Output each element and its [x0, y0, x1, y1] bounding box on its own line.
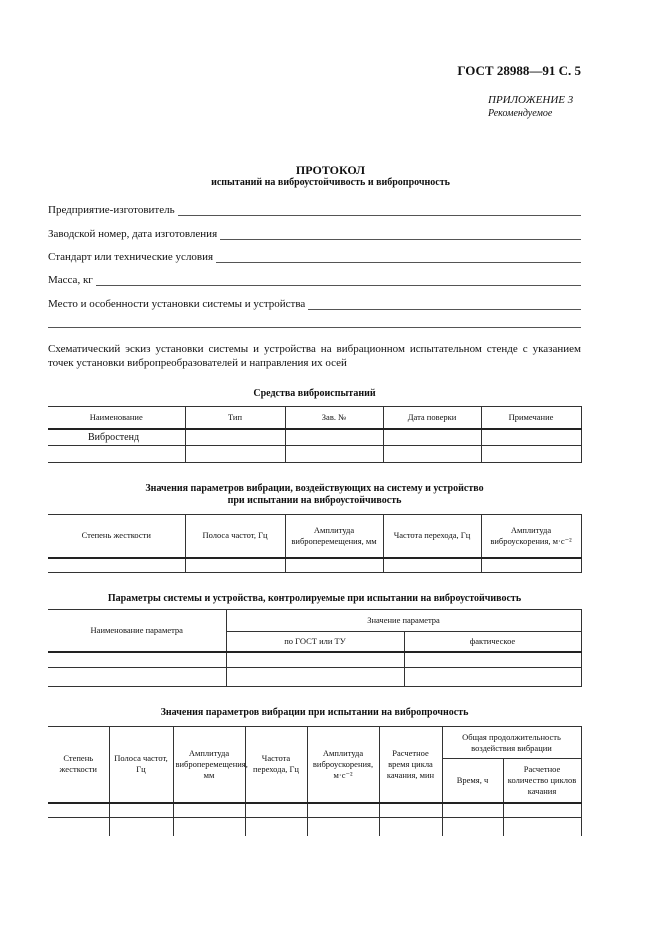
- column-header: Полоса частот, Гц: [185, 515, 285, 558]
- strength-vibration-table: [48, 726, 582, 836]
- protocol-subtitle: испытаний на виброустойчивость и вибропрочность: [211, 177, 450, 188]
- appendix-label: ПРИЛОЖЕНИЕ 3: [488, 94, 574, 106]
- table-cell: [383, 558, 481, 573]
- table-cell: [185, 446, 285, 463]
- table-row: [48, 558, 581, 573]
- sketch-note: Схематический эскиз установки системы и устройства на вибрационном испытательном стенде с указанием точек установки вибропреобразователей и направления их осей: [48, 343, 581, 369]
- column-header: Наименование параметра: [48, 610, 226, 652]
- table-cell: [379, 803, 442, 818]
- column-header: Тип: [185, 407, 285, 429]
- table-cell: [185, 558, 285, 573]
- table-row: [48, 803, 581, 818]
- column-header: Общая продолжительность воздействия вибрации: [442, 727, 581, 759]
- column-header: Расчетное время цикла качания, мин: [379, 727, 442, 803]
- field-label: Масса, кг: [48, 274, 93, 286]
- table-cell: [48, 818, 109, 836]
- column-header: Время, ч: [442, 759, 503, 803]
- table-cell: [48, 558, 185, 573]
- table-cell: [48, 652, 226, 668]
- table-cell: [379, 818, 442, 836]
- table-cell: Вибростенд: [48, 429, 185, 446]
- table-cell: [226, 652, 404, 668]
- column-header: Частота перехода, Гц: [245, 727, 307, 803]
- field-mounting: [48, 296, 581, 310]
- table-cell: [481, 446, 581, 463]
- table-cell: [285, 429, 383, 446]
- table-cell: [48, 803, 109, 818]
- fill-line: [216, 252, 581, 263]
- table-row: [48, 652, 581, 668]
- table-cell: [109, 818, 173, 836]
- field-label: Заводской номер, дата изготовления: [48, 228, 218, 240]
- column-header: по ГОСТ или ТУ: [226, 632, 404, 652]
- table-cell: [173, 803, 245, 818]
- column-header: Амплитуда виброперемещения, мм: [285, 515, 383, 558]
- column-header: Амплитуда виброперемещения, мм: [173, 727, 245, 803]
- field-label: Место и особенности установки системы и устройства: [48, 298, 306, 310]
- field-label: Стандарт или технические условия: [48, 251, 214, 263]
- column-header: Значение параметра: [226, 610, 581, 632]
- appendix-note: Рекомендуемое: [488, 108, 553, 119]
- fill-line: [178, 205, 581, 216]
- column-header: Зав. №: [285, 407, 383, 429]
- field-mass: [48, 272, 581, 286]
- stability-vibration-table: [48, 514, 582, 573]
- table-cell: [245, 818, 307, 836]
- table-cell: [185, 429, 285, 446]
- protocol-title: ПРОТОКОЛ: [295, 163, 366, 177]
- equipment-table: [48, 406, 582, 463]
- table-cell: [307, 803, 379, 818]
- fill-line: [96, 275, 581, 286]
- field-standard: [48, 249, 581, 263]
- table-cell: [48, 668, 226, 687]
- table-cell: [307, 818, 379, 836]
- column-header: Наименование: [48, 407, 185, 429]
- fill-line: [308, 299, 581, 310]
- field-manufacturer: [48, 202, 581, 216]
- table2-title-line2: при испытании на виброустойчивость: [227, 495, 402, 506]
- table1-title: Средства виброиспытаний: [253, 388, 376, 399]
- table-header-row: [48, 610, 581, 632]
- table-row: [48, 429, 581, 446]
- table-cell: [503, 818, 581, 836]
- table-cell: [383, 429, 481, 446]
- table3-title: Параметры системы и устройства, контролируемые при испытании на виброустойчивость: [107, 593, 522, 604]
- table-cell: [285, 446, 383, 463]
- table-cell: [245, 803, 307, 818]
- table-cell: [442, 803, 503, 818]
- document-code: ГОСТ 28988—91 С. 5: [457, 63, 581, 78]
- column-header: Амплитуда виброускорения, м·с⁻²: [307, 727, 379, 803]
- table-cell: [109, 803, 173, 818]
- field-label: Предприятие-изготовитель: [48, 204, 175, 216]
- column-header: Степень жесткости: [48, 515, 185, 558]
- table-cell: [173, 818, 245, 836]
- column-header: фактическое: [404, 632, 581, 652]
- column-header: Амплитуда виброускорения, м·с⁻²: [481, 515, 581, 558]
- table-cell: [48, 446, 185, 463]
- table2-title-line1: Значения параметров вибрации, воздействующих на систему и устройство: [145, 483, 484, 494]
- field-serial: [48, 226, 581, 240]
- table-cell: [481, 558, 581, 573]
- column-header: Степень жесткости: [48, 727, 109, 803]
- table-header-row: [48, 407, 581, 429]
- column-header: Полоса частот, Гц: [109, 727, 173, 803]
- table-cell: [503, 803, 581, 818]
- fill-line: [220, 229, 581, 240]
- table-cell: [481, 429, 581, 446]
- table-row: [48, 446, 581, 463]
- table-cell: [285, 558, 383, 573]
- table-cell: [383, 446, 481, 463]
- blank-line: [48, 327, 581, 328]
- table2-title: [48, 483, 581, 507]
- table-cell: [404, 652, 581, 668]
- controlled-params-table: [48, 609, 582, 687]
- table-header-row: [48, 515, 581, 558]
- column-header: Дата поверки: [383, 407, 481, 429]
- column-header: Примечание: [481, 407, 581, 429]
- table-header-row: [48, 727, 581, 759]
- table-cell: [442, 818, 503, 836]
- column-header: Расчетное количество циклов качания: [503, 759, 581, 803]
- table-cell: [226, 668, 404, 687]
- table4-title: Значения параметров вибрации при испытании на вибропрочность: [160, 707, 469, 718]
- column-header: Частота перехода, Гц: [383, 515, 481, 558]
- table-row: [48, 818, 581, 836]
- table-cell: [404, 668, 581, 687]
- table-row: [48, 668, 581, 687]
